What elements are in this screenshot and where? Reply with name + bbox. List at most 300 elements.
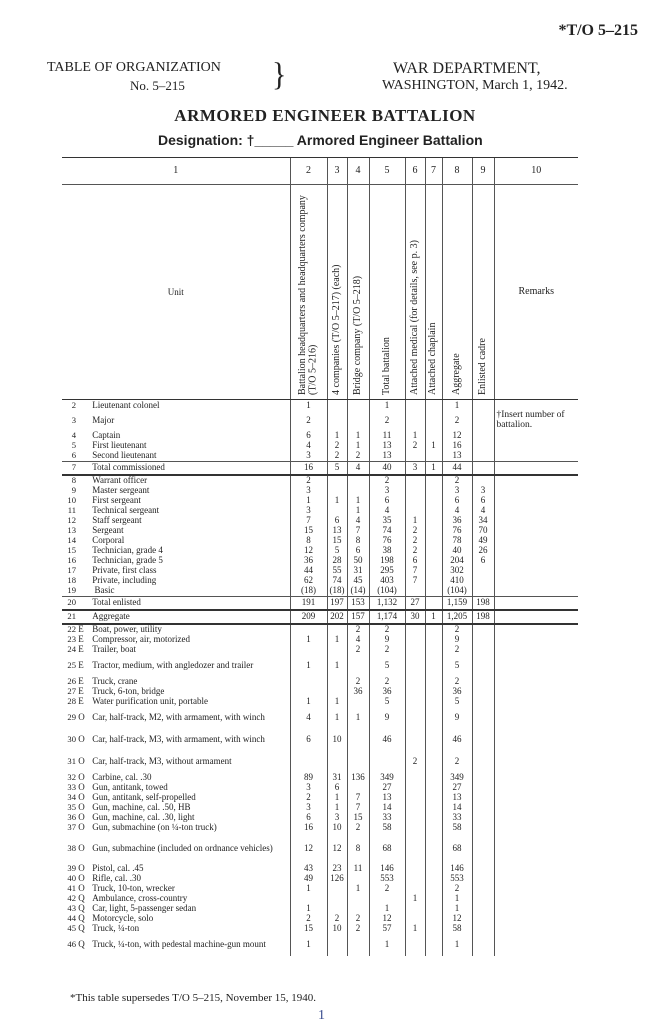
value-cell (472, 729, 494, 751)
value-cell: 46 (442, 729, 472, 751)
value-cell: 2 (290, 410, 327, 431)
value-cell: (18) (327, 586, 347, 597)
unit-name: Car, half-track, M3, without armament (92, 756, 232, 767)
value-cell (405, 451, 425, 462)
remarks-cell (494, 874, 578, 884)
value-cell (425, 924, 442, 934)
value-cell (405, 833, 425, 864)
value-cell: 8 (290, 536, 327, 546)
value-cell (347, 894, 369, 904)
remarks-cell (494, 596, 578, 610)
value-cell: 1 (327, 655, 347, 677)
value-cell: 1 (290, 400, 327, 411)
value-cell: 1 (327, 496, 347, 506)
line-number: 29 (67, 712, 76, 723)
line-number: 33 (67, 782, 76, 793)
value-cell (472, 461, 494, 475)
left-heading-2: No. 5–215 (130, 78, 185, 93)
line-number: 32 (67, 772, 76, 783)
value-cell: 3 (290, 783, 327, 793)
unit-name: Gun, antitank, towed (92, 782, 168, 793)
table-row (62, 441, 578, 451)
line-number: 39 (67, 863, 76, 874)
value-cell (347, 400, 369, 411)
unit-name: Technical sergeant (92, 505, 160, 516)
value-cell: 74 (369, 526, 405, 536)
left-heading-1: TABLE OF ORGANIZATION (47, 60, 221, 75)
value-cell (472, 431, 494, 441)
table-row (62, 934, 578, 956)
unit-name: Compressor, air, motorized (92, 634, 191, 645)
unit-cell (62, 773, 290, 783)
remarks-cell (494, 610, 578, 624)
value-cell (290, 645, 327, 655)
unit-name: Truck, crane (92, 676, 138, 687)
value-cell: 33 (369, 813, 405, 823)
unit-cell (62, 496, 290, 506)
remarks-cell (494, 645, 578, 655)
unit-name: Truck, ¼-ton, with pedestal machine-gun mount (92, 939, 266, 950)
unit-name: Sergeant (92, 525, 124, 536)
unit-cell (62, 410, 290, 431)
line-number: 27 (67, 686, 76, 697)
remarks-cell (494, 556, 578, 566)
unit-cell (62, 729, 290, 751)
table-row (62, 884, 578, 894)
value-cell (327, 904, 347, 914)
remarks-cell (494, 400, 578, 411)
value-cell: 4 (472, 506, 494, 516)
column-header: Total battalion (380, 336, 392, 395)
value-cell (347, 904, 369, 914)
value-cell: 7 (405, 576, 425, 586)
value-cell (472, 783, 494, 793)
remarks-cell (494, 566, 578, 576)
table-row (62, 576, 578, 586)
line-number: 11 (67, 505, 76, 516)
value-cell: 58 (442, 924, 472, 934)
value-cell: 2 (405, 526, 425, 536)
value-cell: 9 (369, 635, 405, 645)
line-number: 19 (67, 585, 76, 596)
value-cell: 14 (442, 803, 472, 813)
unit-cell (62, 934, 290, 956)
remarks-cell (494, 864, 578, 874)
value-cell (369, 894, 405, 904)
column-header-cell (290, 185, 327, 400)
value-cell: 43 (290, 864, 327, 874)
remarks-cell (494, 707, 578, 729)
value-cell (369, 751, 405, 773)
table-row (62, 874, 578, 884)
value-cell: 2 (369, 645, 405, 655)
unit-header (62, 185, 290, 400)
value-cell: 3 (442, 486, 472, 496)
value-cell: 50 (347, 556, 369, 566)
table-row (62, 813, 578, 823)
line-number: 3 (71, 414, 76, 425)
line-number: 2 (71, 399, 76, 410)
table-row (62, 566, 578, 576)
unit-name: Pistol, cal. .45 (92, 863, 144, 874)
remarks-header: Remarks (518, 286, 555, 297)
value-cell: (104) (442, 586, 472, 597)
unit-cell (62, 506, 290, 516)
value-cell (425, 934, 442, 956)
value-cell: 89 (290, 773, 327, 783)
value-cell: 5 (327, 546, 347, 556)
value-cell: 204 (442, 556, 472, 566)
remarks-cell (494, 833, 578, 864)
line-number: 4 (71, 430, 76, 441)
value-cell: 6 (290, 813, 327, 823)
table-row (62, 506, 578, 516)
value-cell: 4 (290, 441, 327, 451)
table-row (62, 823, 578, 833)
value-cell (425, 506, 442, 516)
table-row (62, 894, 578, 904)
value-cell: 74 (327, 576, 347, 586)
value-cell (472, 475, 494, 486)
value-cell: 2 (290, 914, 327, 924)
value-cell: 15 (347, 813, 369, 823)
value-cell (327, 400, 347, 411)
value-cell: 12 (369, 914, 405, 924)
column-header-cell (327, 185, 347, 400)
value-cell: 1 (327, 793, 347, 803)
value-cell: 2 (405, 546, 425, 556)
value-cell (405, 803, 425, 813)
value-cell: 1 (425, 441, 442, 451)
value-cell: 10 (327, 729, 347, 751)
unit-cell (62, 566, 290, 576)
value-cell: 78 (442, 536, 472, 546)
table-row (62, 914, 578, 924)
value-cell (405, 687, 425, 697)
remarks-cell (494, 655, 578, 677)
value-cell: 1 (347, 431, 369, 441)
value-cell: 12 (442, 914, 472, 924)
category-letter: E (78, 676, 84, 687)
value-cell (472, 697, 494, 707)
table-row (62, 864, 578, 874)
value-cell (425, 803, 442, 813)
value-cell (425, 813, 442, 823)
value-cell: 31 (347, 566, 369, 576)
table-row (62, 783, 578, 793)
value-cell: 2 (369, 475, 405, 486)
value-cell: 12 (290, 546, 327, 556)
value-cell: 68 (369, 833, 405, 864)
remarks-cell (494, 783, 578, 793)
unit-cell (62, 914, 290, 924)
line-number: 14 (67, 535, 76, 546)
page-mark: 1 (318, 1008, 325, 1023)
value-cell (425, 556, 442, 566)
value-cell: 38 (369, 546, 405, 556)
value-cell (425, 410, 442, 431)
value-cell: (104) (369, 586, 405, 597)
value-cell: 45 (347, 576, 369, 586)
line-number: 20 (67, 597, 76, 608)
column-number: 6 (405, 158, 425, 185)
value-cell: 11 (369, 431, 405, 441)
value-cell (347, 874, 369, 884)
table-row (62, 833, 578, 864)
table-row (62, 475, 578, 486)
value-cell: 5 (442, 655, 472, 677)
column-header: Battalion headquarters and headquarters company (T/O 5–216) (297, 194, 319, 395)
value-cell: 76 (369, 536, 405, 546)
value-cell: 6 (327, 783, 347, 793)
value-cell (425, 586, 442, 597)
value-cell: 40 (369, 461, 405, 475)
value-cell (472, 635, 494, 645)
value-cell: 28 (327, 556, 347, 566)
value-cell: 553 (442, 874, 472, 884)
unit-cell (62, 884, 290, 894)
table-row (62, 803, 578, 813)
value-cell: 4 (369, 506, 405, 516)
table-row (62, 729, 578, 751)
value-cell: 36 (290, 556, 327, 566)
line-number: 35 (67, 802, 76, 813)
value-cell: 1 (369, 904, 405, 914)
category-letter: E (78, 696, 84, 707)
table-row (62, 793, 578, 803)
value-cell (425, 516, 442, 526)
value-cell: 3 (290, 506, 327, 516)
value-cell: 27 (442, 783, 472, 793)
unit-name: Motorcycle, solo (92, 913, 154, 924)
unit-name: Captain (92, 430, 121, 441)
unit-cell (62, 526, 290, 536)
value-cell: 12 (442, 431, 472, 441)
value-cell: 1 (327, 707, 347, 729)
value-cell (290, 751, 327, 773)
value-cell: 9 (369, 707, 405, 729)
value-cell (405, 707, 425, 729)
line-number: 45 (67, 923, 76, 934)
value-cell (290, 624, 327, 635)
table-row (62, 526, 578, 536)
value-cell (347, 751, 369, 773)
value-cell: 1 (442, 934, 472, 956)
table-row (62, 924, 578, 934)
value-cell: 44 (290, 566, 327, 576)
value-cell (405, 645, 425, 655)
value-cell: 146 (369, 864, 405, 874)
value-cell: 2 (327, 914, 347, 924)
unit-cell (62, 813, 290, 823)
column-header-cell (369, 185, 405, 400)
category-letter: O (78, 883, 85, 894)
line-number: 37 (67, 822, 76, 833)
value-cell: 3 (327, 813, 347, 823)
line-number: 41 (67, 883, 76, 894)
category-letter: E (78, 660, 84, 671)
value-cell: 15 (327, 536, 347, 546)
value-cell (472, 624, 494, 635)
value-cell: 55 (327, 566, 347, 576)
value-cell: 5 (327, 461, 347, 475)
value-cell: 2 (347, 914, 369, 924)
line-number: 18 (67, 575, 76, 586)
value-cell: 126 (327, 874, 347, 884)
value-cell: 10 (327, 823, 347, 833)
value-cell (425, 645, 442, 655)
value-cell: 2 (347, 624, 369, 635)
value-cell (347, 486, 369, 496)
column-number: 3 (327, 158, 347, 185)
column-number: 5 (369, 158, 405, 185)
value-cell: 1 (405, 894, 425, 904)
value-cell: 1,159 (442, 596, 472, 610)
value-cell (405, 813, 425, 823)
table-row (62, 697, 578, 707)
value-cell (425, 536, 442, 546)
value-cell: 1 (425, 461, 442, 475)
table-row (62, 596, 578, 610)
table-row (62, 645, 578, 655)
remarks-cell (494, 934, 578, 956)
value-cell (425, 431, 442, 441)
unit-cell (62, 556, 290, 566)
unit-cell (62, 793, 290, 803)
value-cell (327, 934, 347, 956)
value-cell: 7 (347, 803, 369, 813)
value-cell: 16 (290, 461, 327, 475)
unit-name: Major (92, 414, 115, 425)
value-cell: 1 (347, 441, 369, 451)
value-cell (425, 596, 442, 610)
unit-name: Gun, antitank, self-propelled (92, 792, 196, 803)
value-cell: 35 (369, 516, 405, 526)
value-cell (472, 707, 494, 729)
value-cell: 9 (442, 635, 472, 645)
line-number: 44 (67, 913, 76, 924)
value-cell: 49 (290, 874, 327, 884)
category-letter: E (78, 624, 84, 635)
unit-cell (62, 823, 290, 833)
value-cell: (18) (290, 586, 327, 597)
value-cell: 1 (442, 400, 472, 411)
designation-value: †_____ Armored Engineer Battalion (246, 132, 483, 148)
value-cell: 403 (369, 576, 405, 586)
column-header: Bridge company (T/O 5–218) (351, 275, 363, 395)
value-cell: 1 (327, 697, 347, 707)
value-cell (405, 793, 425, 803)
value-cell: 202 (327, 610, 347, 624)
value-cell (405, 914, 425, 924)
category-letter: Q (78, 903, 85, 914)
value-cell: 2 (405, 536, 425, 546)
category-letter: Q (78, 939, 85, 950)
remarks-cell (494, 793, 578, 803)
value-cell: 57 (369, 924, 405, 934)
unit-name: Car, light, 5-passenger sedan (92, 903, 197, 914)
value-cell (425, 707, 442, 729)
value-cell: 6 (290, 729, 327, 751)
column-header: 4 companies (T/O 5–217) (each) (330, 263, 342, 395)
value-cell (472, 833, 494, 864)
value-cell: 1 (347, 707, 369, 729)
table-row (62, 610, 578, 624)
value-cell: 16 (290, 823, 327, 833)
unit-cell (62, 576, 290, 586)
value-cell: 68 (442, 833, 472, 864)
value-cell: 13 (442, 451, 472, 462)
unit-name: Basic (92, 585, 115, 596)
category-letter: Q (78, 893, 85, 904)
value-cell: 3 (290, 803, 327, 813)
unit-name: First lieutenant (92, 440, 147, 451)
remarks-cell (494, 431, 578, 441)
value-cell: 27 (405, 596, 425, 610)
value-cell: 2 (369, 410, 405, 431)
value-cell: 49 (472, 536, 494, 546)
value-cell (425, 729, 442, 751)
value-cell (472, 576, 494, 586)
value-cell: 1,174 (369, 610, 405, 624)
line-number: 25 (67, 660, 76, 671)
value-cell: 2 (347, 924, 369, 934)
value-cell (472, 451, 494, 462)
category-letter: E (78, 686, 84, 697)
unit-name: Truck, 10-ton, wrecker (92, 883, 175, 894)
unit-cell (62, 655, 290, 677)
unit-cell (62, 486, 290, 496)
value-cell (327, 645, 347, 655)
value-cell: 3 (290, 451, 327, 462)
value-cell (290, 677, 327, 687)
unit-name: Truck, 6-ton, bridge (92, 686, 165, 697)
value-cell: 9 (442, 707, 472, 729)
value-cell: 14 (369, 803, 405, 813)
value-cell (472, 410, 494, 431)
value-cell: 6 (369, 496, 405, 506)
value-cell (405, 486, 425, 496)
unit-name: Aggregate (92, 611, 130, 622)
unit-name: Truck, ¼-ton (92, 923, 140, 934)
table-row (62, 451, 578, 462)
line-number: 40 (67, 873, 76, 884)
table-row (62, 586, 578, 597)
value-cell (425, 751, 442, 773)
value-cell: 8 (347, 833, 369, 864)
table-row (62, 655, 578, 677)
value-cell (327, 624, 347, 635)
column-header: Aggregate (450, 352, 462, 395)
value-cell: 1 (290, 934, 327, 956)
unit-name: Lieutenant colonel (92, 399, 160, 410)
value-cell (347, 697, 369, 707)
unit-name: Technician, grade 5 (92, 555, 163, 566)
value-cell (347, 729, 369, 751)
unit-name: Gun, machine, cal. .30, light (92, 812, 195, 823)
value-cell: 2 (442, 751, 472, 773)
unit-name: Gun, submachine (on ¼-ton truck) (92, 822, 217, 833)
value-cell: 197 (327, 596, 347, 610)
unit-cell (62, 707, 290, 729)
value-cell (472, 655, 494, 677)
remarks-cell (494, 486, 578, 496)
value-cell: 7 (347, 526, 369, 536)
remark-text: †Insert number of battalion. (496, 410, 565, 431)
page-title: ARMORED ENGINEER BATTALION (174, 106, 476, 125)
value-cell: 153 (347, 596, 369, 610)
line-number: 38 (67, 842, 76, 853)
